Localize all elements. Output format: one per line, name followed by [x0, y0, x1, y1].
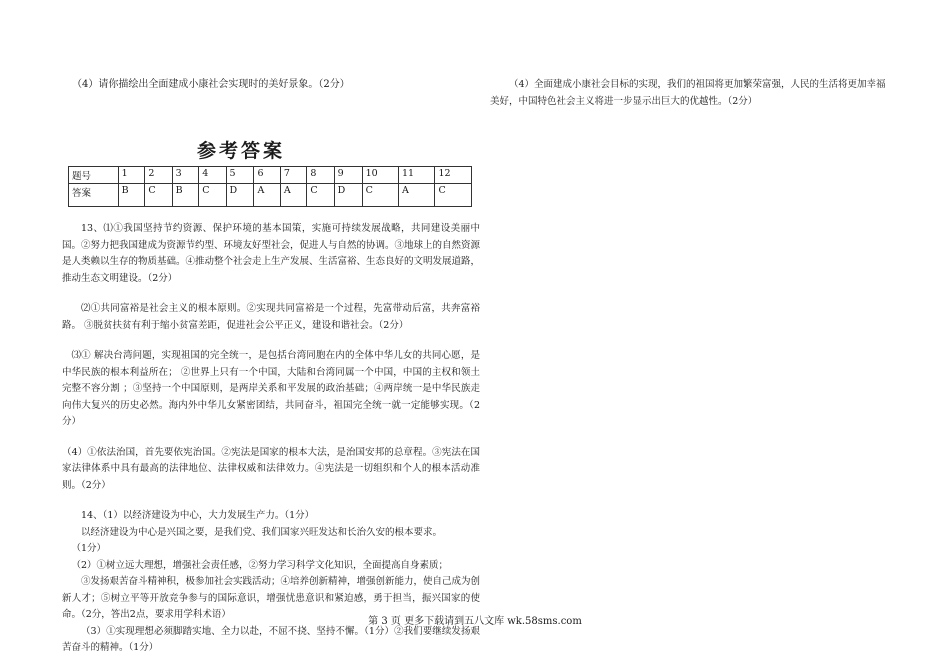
question-4-prompt: （4）请你描绘出全面建成小康社会实现时的美好景象。（2分）: [72, 79, 350, 90]
table-cell: 题号: [69, 167, 119, 184]
table-cell: 答案: [69, 184, 119, 207]
table-cell: C: [362, 184, 398, 207]
table-cell: D: [226, 184, 254, 207]
table-cell: A: [399, 184, 435, 207]
left-column: [62, 76, 480, 657]
table-cell: 7: [280, 167, 306, 184]
answer-13-4: （4）①依法治国，首先要依宪治国。②宪法是国家的根本大法，是治国安邦的总章程。③宪法在国家法律体系中具有最高的法律地位、法律权威和法律效力。④宪法是一切组织和个人的根本活动准则。（2分）: [62, 446, 480, 491]
answer-14-1-detail: 以经济建设为中心是兴国之要，是我们党、我们国家兴旺发达和长治久安的根本要求。: [81, 526, 443, 538]
table-cell: 9: [334, 167, 362, 184]
table-cell: 11: [399, 167, 435, 184]
table-cell: A: [280, 184, 306, 207]
table-cell: B: [118, 184, 145, 207]
table-cell: 6: [254, 167, 280, 184]
table-cell: B: [172, 184, 199, 207]
answer-table: [68, 166, 472, 207]
answer-14-3: （3）①实现理想必须脚踏实地、全力以赴，不屈不挠、坚持不懈。（1分）②我们要继续发扬艰苦奋斗的精神。（1分）: [62, 625, 480, 653]
table-cell: 8: [307, 167, 334, 184]
answer-q4: （4）全面建成小康社会目标的实现，我们的祖国将更加繁荣富强，人民的生活将更加幸福美好，中国特色社会主义将进一步显示出巨大的优越性。（2分）: [490, 79, 886, 107]
table-row-answers: [69, 184, 472, 207]
answer-13-3: ⑶① 解决台湾问题，实现祖国的完全统一，是包括台湾同胞在内的全体中华儿女的共同心愿，是中华民族的根本利益所在； ②世界上只有一个中国，大陆和台湾同属一个中国，中国的主权和领土完整不容分割 ；③坚持一个中国原则，是两岸关系和平发展的政治基础；④两岸统一是中华民族走向伟大复兴的历史必然。海内外中华儿女紧密团结，共同奋斗，祖国完全统一就一定能够实现。（2分）: [62, 350, 480, 427]
table-cell: A: [254, 184, 280, 207]
table-cell: C: [145, 184, 172, 207]
table-cell: 12: [435, 167, 472, 184]
table-cell: 4: [199, 167, 226, 184]
answers-title: 参考答案: [196, 140, 285, 162]
table-row-question-numbers: [69, 167, 472, 184]
table-cell: 2: [145, 167, 172, 184]
answer-14-1-score: （1分）: [71, 543, 107, 554]
answer-14-2-detail: ③发扬艰苦奋斗精神积，极参加社会实践活动；④培养创新精神，增强创新能力，使自己成为创新人才；⑤树立平等开放竞争参与的国际意识，增强忧患意识和紧迫感，勇于担当，振兴国家的使命。（2分，答出2点，要求用学科术语）: [62, 576, 481, 620]
page-footer: 第 3 页 更多下载请到五八文库 wk.58sms.com: [368, 616, 582, 627]
answer-14-2-heading: （2）①树立远大理想，增强社会责任感，②努力学习科学文化知识，全面提高自身素质；: [71, 559, 449, 571]
table-cell: 1: [118, 167, 145, 184]
answer-14-1-heading: 14、（1）以经济建设为中心，大力发展生产力。（1分）: [81, 510, 315, 521]
answer-13-1: 13、⑴①我国坚持节约资源、保护环境的基本国策，实施可持续发展战略，共同建设美丽中国。②努力把我国建成为资源节约型、环境友好型社会，促进人与自然的协调。③地球上的自然资源是人类赖以生存的物质基础。④推动整个社会走上生产发展、生活富裕、生态良好的文明发展道路，推动生态文明建设。（2分）: [62, 223, 481, 284]
right-column: [490, 76, 890, 110]
table-cell: C: [435, 184, 472, 207]
table-cell: 5: [226, 167, 254, 184]
table-cell: C: [307, 184, 334, 207]
table-cell: D: [334, 184, 362, 207]
table-cell: 3: [172, 167, 199, 184]
table-cell: 10: [362, 167, 398, 184]
answer-13-2: ⑵①共同富裕是社会主义的根本原则。②实现共同富裕是一个过程，先富带动后富，共奔富裕路。 ③脱贫扶贫有利于缩小贫富差距，促进社会公平正义，建设和谐社会。（2分）: [62, 303, 480, 331]
table-cell: C: [199, 184, 226, 207]
